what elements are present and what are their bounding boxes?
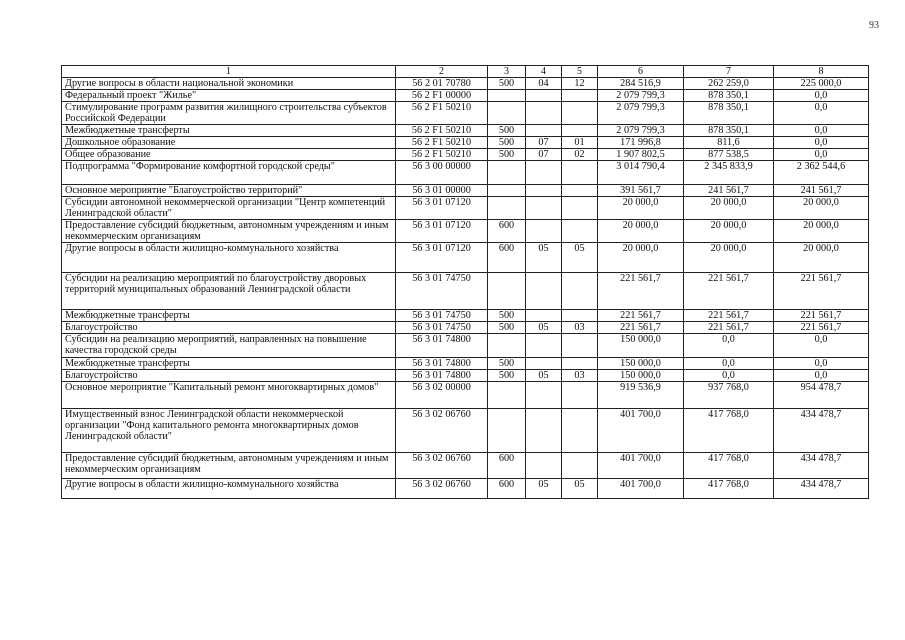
row-code-cell: 56 3 02 06760 <box>396 479 488 499</box>
row-value-2020-cell: 20 000,0 <box>598 243 684 273</box>
row-value-2021-cell: 0,0 <box>684 370 774 382</box>
header-cell: 1 <box>62 66 396 78</box>
row-value-2021-cell: 417 768,0 <box>684 453 774 479</box>
table-row <box>62 479 869 499</box>
row-value-2022-cell: 0,0 <box>774 358 869 370</box>
row-value-2020-cell: 171 996,8 <box>598 137 684 149</box>
header-cell: 4 <box>526 66 562 78</box>
row-value-2020-cell: 401 700,0 <box>598 453 684 479</box>
row-value-2022-cell: 0,0 <box>774 334 869 358</box>
row-vr-cell <box>488 382 526 409</box>
row-value-2022-cell: 2 362 544,6 <box>774 161 869 185</box>
row-rz-cell: 07 <box>526 137 562 149</box>
row-rz-cell <box>526 90 562 102</box>
row-value-2020-cell: 221 561,7 <box>598 322 684 334</box>
row-name-cell: Федеральный проект "Жилье" <box>62 90 396 102</box>
row-value-2021-cell: 241 561,7 <box>684 185 774 197</box>
row-name-cell: Дошкольное образование <box>62 137 396 149</box>
row-value-2020-cell: 3 014 790,4 <box>598 161 684 185</box>
table-row <box>62 310 869 322</box>
row-vr-cell: 500 <box>488 137 526 149</box>
row-rz-cell: 07 <box>526 149 562 161</box>
row-value-2022-cell: 221 561,7 <box>774 322 869 334</box>
row-pr-cell <box>562 220 598 243</box>
row-name-cell: Субсидии на реализацию мероприятий по благоустройству дворовых территорий муниципальных образований Ленинградской области <box>62 273 396 310</box>
row-name-cell: Стимулирование программ развития жилищного строительства субъектов Российской Федерации <box>62 102 396 125</box>
table-row <box>62 370 869 382</box>
table-row <box>62 243 869 273</box>
row-pr-cell: 05 <box>562 479 598 499</box>
row-value-2022-cell: 0,0 <box>774 125 869 137</box>
row-value-2020-cell: 401 700,0 <box>598 479 684 499</box>
row-pr-cell <box>562 125 598 137</box>
row-code-cell: 56 3 01 07120 <box>396 220 488 243</box>
table-row <box>62 358 869 370</box>
row-vr-cell: 500 <box>488 310 526 322</box>
row-rz-cell: 05 <box>526 243 562 273</box>
row-name-cell: Субсидии на реализацию мероприятий, направленных на повышение качества городской среды <box>62 334 396 358</box>
row-value-2022-cell: 434 478,7 <box>774 479 869 499</box>
table-row <box>62 102 869 125</box>
row-code-cell: 56 3 00 00000 <box>396 161 488 185</box>
row-value-2021-cell: 877 538,5 <box>684 149 774 161</box>
row-value-2022-cell: 0,0 <box>774 370 869 382</box>
row-pr-cell <box>562 382 598 409</box>
row-pr-cell <box>562 185 598 197</box>
row-code-cell: 56 2 F1 00000 <box>396 90 488 102</box>
row-rz-cell <box>526 334 562 358</box>
header-cell: 2 <box>396 66 488 78</box>
row-vr-cell: 600 <box>488 243 526 273</box>
row-value-2020-cell: 20 000,0 <box>598 220 684 243</box>
row-pr-cell: 01 <box>562 137 598 149</box>
table-row <box>62 161 869 185</box>
row-rz-cell <box>526 125 562 137</box>
row-code-cell: 56 2 F1 50210 <box>396 137 488 149</box>
header-cell: 3 <box>488 66 526 78</box>
table-row <box>62 137 869 149</box>
row-code-cell: 56 3 01 74750 <box>396 310 488 322</box>
table-row <box>62 273 869 310</box>
row-name-cell: Благоустройство <box>62 322 396 334</box>
row-value-2021-cell: 221 561,7 <box>684 273 774 310</box>
row-value-2021-cell: 878 350,1 <box>684 102 774 125</box>
row-value-2020-cell: 919 536,9 <box>598 382 684 409</box>
row-vr-cell <box>488 161 526 185</box>
row-vr-cell <box>488 409 526 453</box>
budget-table <box>61 65 869 499</box>
row-value-2020-cell: 150 000,0 <box>598 370 684 382</box>
table-row <box>62 453 869 479</box>
row-vr-cell <box>488 273 526 310</box>
row-rz-cell: 05 <box>526 370 562 382</box>
row-code-cell: 56 2 F1 50210 <box>396 125 488 137</box>
row-code-cell: 56 3 01 74800 <box>396 334 488 358</box>
row-value-2021-cell: 937 768,0 <box>684 382 774 409</box>
table-row <box>62 185 869 197</box>
row-value-2020-cell: 391 561,7 <box>598 185 684 197</box>
row-pr-cell <box>562 409 598 453</box>
row-pr-cell: 03 <box>562 322 598 334</box>
row-value-2020-cell: 20 000,0 <box>598 197 684 220</box>
row-value-2020-cell: 1 907 802,5 <box>598 149 684 161</box>
row-value-2022-cell: 0,0 <box>774 137 869 149</box>
row-pr-cell <box>562 453 598 479</box>
header-cell: 8 <box>774 66 869 78</box>
row-value-2022-cell: 221 561,7 <box>774 273 869 310</box>
row-vr-cell <box>488 334 526 358</box>
row-value-2022-cell: 0,0 <box>774 102 869 125</box>
row-name-cell: Общее образование <box>62 149 396 161</box>
row-value-2020-cell: 150 000,0 <box>598 334 684 358</box>
row-name-cell: Подпрограмма "Формирование комфортной городской среды" <box>62 161 396 185</box>
row-value-2021-cell: 262 259,0 <box>684 78 774 90</box>
row-code-cell: 56 3 02 06760 <box>396 409 488 453</box>
row-pr-cell <box>562 90 598 102</box>
row-vr-cell: 600 <box>488 479 526 499</box>
row-pr-cell: 03 <box>562 370 598 382</box>
row-vr-cell: 500 <box>488 125 526 137</box>
table-row <box>62 149 869 161</box>
row-rz-cell <box>526 273 562 310</box>
row-value-2022-cell: 241 561,7 <box>774 185 869 197</box>
row-value-2020-cell: 284 516,9 <box>598 78 684 90</box>
row-rz-cell <box>526 382 562 409</box>
row-vr-cell: 600 <box>488 220 526 243</box>
row-code-cell: 56 3 01 74750 <box>396 273 488 310</box>
row-vr-cell: 600 <box>488 453 526 479</box>
row-rz-cell <box>526 197 562 220</box>
row-value-2021-cell: 878 350,1 <box>684 125 774 137</box>
row-rz-cell <box>526 358 562 370</box>
row-rz-cell: 04 <box>526 78 562 90</box>
row-code-cell: 56 3 01 74800 <box>396 358 488 370</box>
row-vr-cell: 500 <box>488 358 526 370</box>
row-value-2022-cell: 0,0 <box>774 149 869 161</box>
row-code-cell: 56 3 01 07120 <box>396 243 488 273</box>
row-value-2020-cell: 401 700,0 <box>598 409 684 453</box>
row-vr-cell: 500 <box>488 370 526 382</box>
row-value-2022-cell: 225 000,0 <box>774 78 869 90</box>
row-value-2021-cell: 2 345 833,9 <box>684 161 774 185</box>
row-name-cell: Межбюджетные трансферты <box>62 125 396 137</box>
row-value-2021-cell: 20 000,0 <box>684 220 774 243</box>
row-name-cell: Межбюджетные трансферты <box>62 310 396 322</box>
row-pr-cell: 05 <box>562 243 598 273</box>
row-rz-cell <box>526 220 562 243</box>
header-cell: 5 <box>562 66 598 78</box>
row-value-2021-cell: 417 768,0 <box>684 479 774 499</box>
row-value-2020-cell: 2 079 799,3 <box>598 125 684 137</box>
row-value-2021-cell: 0,0 <box>684 334 774 358</box>
row-code-cell: 56 2 F1 50210 <box>396 149 488 161</box>
page-number: 93 <box>869 20 879 31</box>
row-value-2021-cell: 878 350,1 <box>684 90 774 102</box>
row-value-2021-cell: 0,0 <box>684 358 774 370</box>
row-rz-cell <box>526 310 562 322</box>
row-value-2022-cell: 0,0 <box>774 90 869 102</box>
row-vr-cell <box>488 197 526 220</box>
table-row <box>62 125 869 137</box>
row-pr-cell <box>562 334 598 358</box>
row-value-2020-cell: 2 079 799,3 <box>598 90 684 102</box>
row-name-cell: Другие вопросы в области жилищно-коммунального хозяйства <box>62 243 396 273</box>
row-code-cell: 56 3 01 00000 <box>396 185 488 197</box>
row-value-2022-cell: 20 000,0 <box>774 197 869 220</box>
row-vr-cell <box>488 102 526 125</box>
row-rz-cell: 05 <box>526 479 562 499</box>
row-vr-cell <box>488 185 526 197</box>
row-pr-cell <box>562 273 598 310</box>
row-vr-cell: 500 <box>488 149 526 161</box>
row-vr-cell <box>488 90 526 102</box>
row-name-cell: Благоустройство <box>62 370 396 382</box>
row-rz-cell <box>526 453 562 479</box>
header-cell: 6 <box>598 66 684 78</box>
row-value-2022-cell: 434 478,7 <box>774 453 869 479</box>
row-pr-cell <box>562 161 598 185</box>
row-value-2022-cell: 20 000,0 <box>774 220 869 243</box>
row-name-cell: Субсидии автономной некоммерческой организации "Центр компетенций Ленинградской области" <box>62 197 396 220</box>
row-pr-cell: 02 <box>562 149 598 161</box>
row-pr-cell: 12 <box>562 78 598 90</box>
row-code-cell: 56 3 01 07120 <box>396 197 488 220</box>
row-name-cell: Другие вопросы в области жилищно-коммунального хозяйства <box>62 479 396 499</box>
row-value-2020-cell: 150 000,0 <box>598 358 684 370</box>
row-pr-cell <box>562 102 598 125</box>
row-code-cell: 56 2 01 70780 <box>396 78 488 90</box>
table-row <box>62 409 869 453</box>
row-vr-cell: 500 <box>488 322 526 334</box>
row-code-cell: 56 3 01 74750 <box>396 322 488 334</box>
row-rz-cell <box>526 161 562 185</box>
row-value-2020-cell: 221 561,7 <box>598 310 684 322</box>
row-value-2021-cell: 221 561,7 <box>684 310 774 322</box>
row-code-cell: 56 3 02 00000 <box>396 382 488 409</box>
table-row <box>62 220 869 243</box>
row-name-cell: Предоставление субсидий бюджетным, автономным учреждениям и иным некоммерческим организациям <box>62 453 396 479</box>
table-row <box>62 197 869 220</box>
row-name-cell: Межбюджетные трансферты <box>62 358 396 370</box>
row-name-cell: Имущественный взнос Ленинградской области некоммерческой организации "Фонд капитального ремонта многоквартирных домов Ленинградской области" <box>62 409 396 453</box>
row-value-2022-cell: 20 000,0 <box>774 243 869 273</box>
table-row <box>62 90 869 102</box>
row-vr-cell: 500 <box>488 78 526 90</box>
table-row <box>62 322 869 334</box>
row-value-2021-cell: 811,6 <box>684 137 774 149</box>
row-value-2021-cell: 20 000,0 <box>684 197 774 220</box>
row-value-2022-cell: 954 478,7 <box>774 382 869 409</box>
row-value-2022-cell: 434 478,7 <box>774 409 869 453</box>
row-rz-cell <box>526 185 562 197</box>
row-value-2020-cell: 221 561,7 <box>598 273 684 310</box>
row-pr-cell <box>562 358 598 370</box>
row-name-cell: Предоставление субсидий бюджетным, автономным учреждениям и иным некоммерческим организациям <box>62 220 396 243</box>
row-value-2021-cell: 221 561,7 <box>684 322 774 334</box>
row-name-cell: Основное мероприятие "Благоустройство территорий" <box>62 185 396 197</box>
row-rz-cell <box>526 409 562 453</box>
table-row <box>62 382 869 409</box>
table-header-row <box>62 66 869 78</box>
row-code-cell: 56 2 F1 50210 <box>396 102 488 125</box>
header-cell: 7 <box>684 66 774 78</box>
row-value-2021-cell: 417 768,0 <box>684 409 774 453</box>
row-value-2020-cell: 2 079 799,3 <box>598 102 684 125</box>
row-rz-cell <box>526 102 562 125</box>
row-code-cell: 56 3 01 74800 <box>396 370 488 382</box>
row-pr-cell <box>562 197 598 220</box>
row-pr-cell <box>562 310 598 322</box>
row-value-2021-cell: 20 000,0 <box>684 243 774 273</box>
row-value-2022-cell: 221 561,7 <box>774 310 869 322</box>
table-row <box>62 334 869 358</box>
row-name-cell: Другие вопросы в области национальной экономики <box>62 78 396 90</box>
table-row <box>62 78 869 90</box>
row-rz-cell: 05 <box>526 322 562 334</box>
row-name-cell: Основное мероприятие "Капитальный ремонт многоквартирных домов" <box>62 382 396 409</box>
row-code-cell: 56 3 02 06760 <box>396 453 488 479</box>
